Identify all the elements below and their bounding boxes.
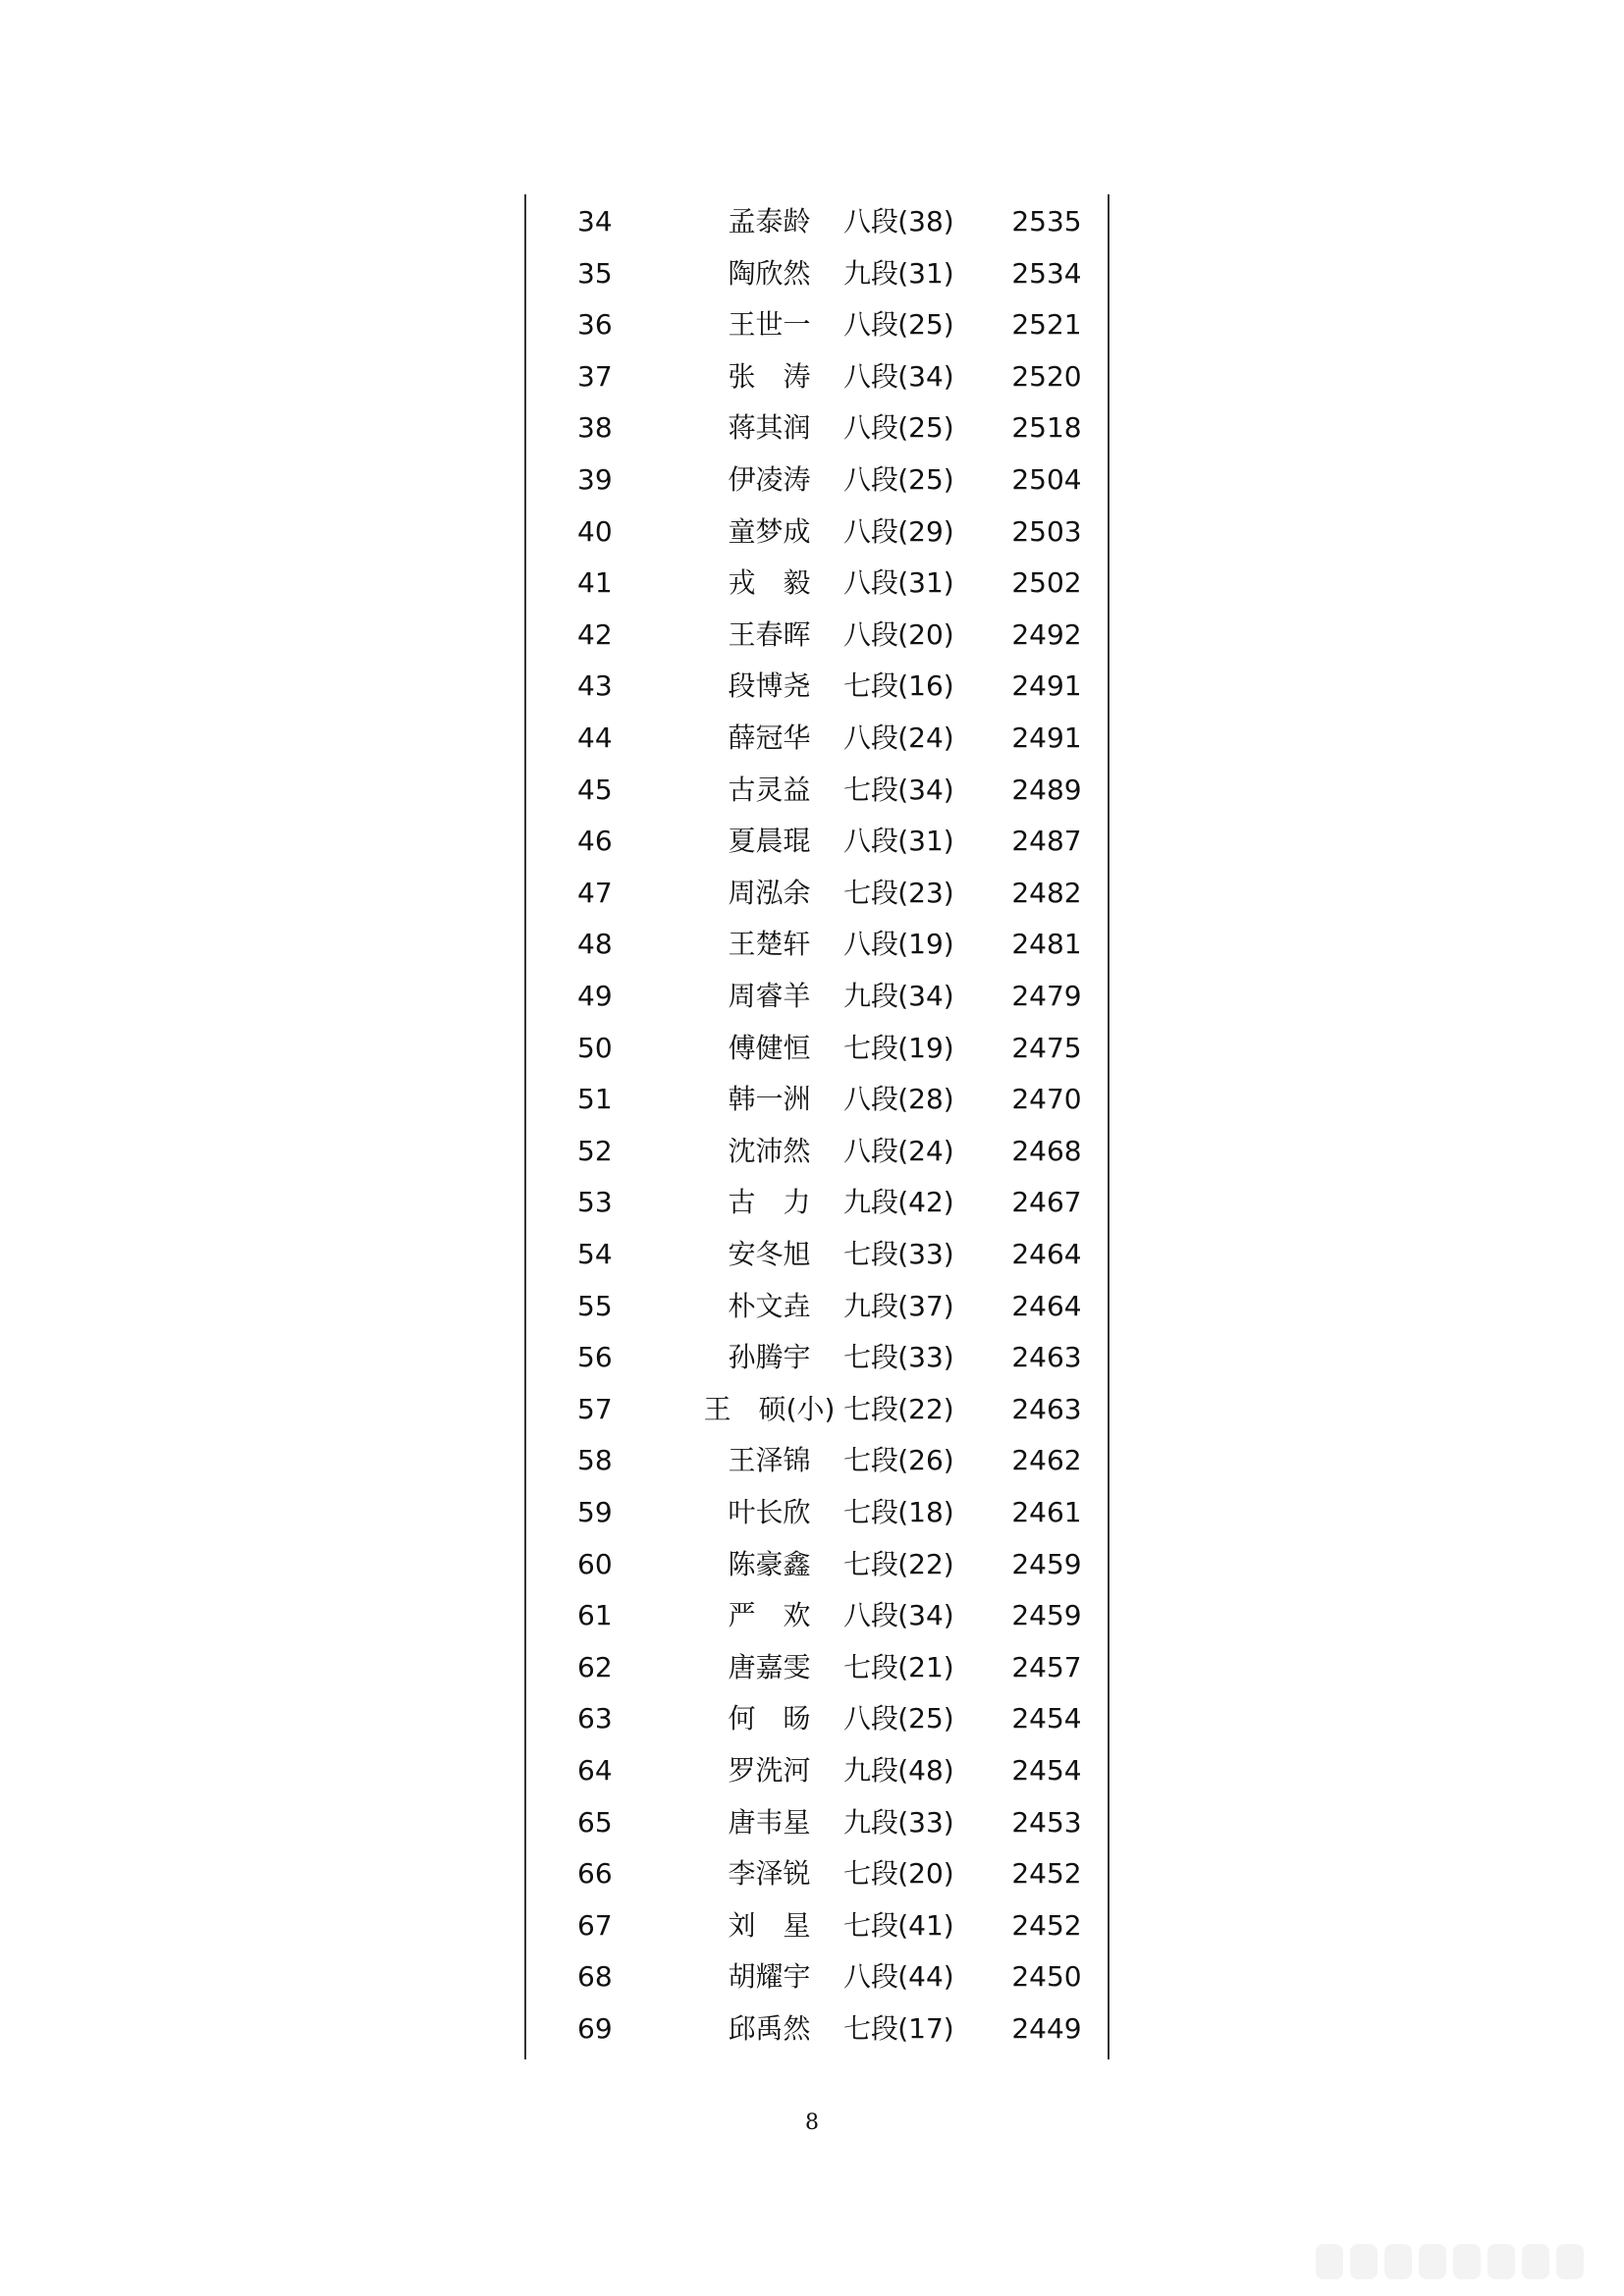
watermark-block [1316,2244,1343,2279]
watermark-block [1419,2244,1446,2279]
rating-value: 2479 [1011,980,1082,1012]
table-row [526,1074,1108,1125]
watermark-block [1384,2244,1412,2279]
dan-grade: 八段 [842,463,898,496]
player-name: 古 力 [728,1186,811,1219]
player-name: 孟泰龄 [728,205,811,238]
dan-grade: 七段 [842,1857,898,1891]
player-name: 王春晖 [728,617,811,651]
player-age: (34) [897,1599,954,1632]
table-row [526,1229,1108,1280]
player-name: 刘 星 [728,1908,811,1942]
rating-value: 2475 [1011,1031,1082,1064]
dan-grade: 七段 [842,1031,898,1064]
rating-value: 2450 [1011,1960,1082,1994]
rank-cell: 64 [577,1754,613,1787]
table-row [526,1435,1108,1486]
dan-grade: 九段 [842,256,898,290]
player-age: (31) [897,825,954,858]
player-age: (33) [897,1805,954,1839]
rank-cell: 68 [577,1960,613,1994]
dan-grade: 八段 [842,308,898,342]
table-row [526,1642,1108,1693]
rating-value: 2462 [1011,1444,1082,1477]
rank-cell: 67 [577,1908,613,1942]
player-name: 伊凌涛 [728,463,811,496]
rating-value: 2449 [1011,2012,1082,2045]
watermark-block [1488,2244,1515,2279]
rating-value: 2534 [1011,256,1082,290]
dan-grade: 八段 [842,1702,898,1735]
rating-value: 2457 [1011,1650,1082,1683]
rank-cell: 53 [577,1186,613,1219]
player-age: (31) [897,566,954,600]
table-row [526,1900,1108,1951]
page-number: 8 [805,2110,819,2135]
rating-value: 2535 [1011,205,1082,238]
rating-value: 2454 [1011,1754,1082,1787]
table-row [526,661,1108,712]
rank-cell: 62 [577,1650,613,1683]
table-row [526,351,1108,402]
player-age: (25) [897,308,954,342]
dan-grade: 七段 [842,1341,898,1374]
rating-value: 2468 [1011,1134,1082,1167]
table-row [526,507,1108,558]
rating-value: 2467 [1011,1186,1082,1219]
rank-cell: 36 [577,308,613,342]
table-row [526,816,1108,867]
rank-cell: 61 [577,1599,613,1632]
player-age: (28) [897,1083,954,1116]
rank-cell: 35 [577,256,613,290]
dan-grade: 九段 [842,980,898,1012]
player-name: 童梦成 [728,514,811,548]
dan-grade: 七段 [842,1392,898,1425]
table-row [526,1539,1108,1590]
dan-grade: 九段 [842,1186,898,1219]
rank-cell: 44 [577,721,613,754]
dan-grade: 七段 [842,1496,898,1528]
rank-cell: 69 [577,2012,613,2045]
dan-grade: 八段 [842,1960,898,1994]
rating-value: 2453 [1011,1805,1082,1839]
rating-value: 2492 [1011,617,1082,651]
player-name: 周睿羊 [728,980,811,1012]
dan-grade: 七段 [842,669,898,703]
rank-cell: 46 [577,825,613,858]
rank-cell: 51 [577,1083,613,1116]
watermark-block [1522,2244,1549,2279]
player-age: (25) [897,1702,954,1735]
dan-grade: 八段 [842,721,898,754]
table-row [526,196,1108,247]
table-row [526,1693,1108,1744]
player-age: (26) [897,1444,954,1477]
dan-grade: 八段 [842,617,898,651]
rank-cell: 60 [577,1547,613,1580]
dan-grade: 八段 [842,1134,898,1167]
rating-value: 2489 [1011,773,1082,806]
rating-value: 2464 [1011,1289,1082,1322]
table-row [526,1332,1108,1383]
dan-grade: 七段 [842,773,898,806]
watermark [1316,2244,1597,2283]
rank-cell: 55 [577,1289,613,1322]
table-row [526,1177,1108,1228]
rating-value: 2491 [1011,669,1082,703]
rank-cell: 37 [577,359,613,393]
player-name: 古灵益 [728,773,811,806]
dan-grade: 七段 [842,876,898,909]
watermark-block [1556,2244,1584,2279]
table-row [526,610,1108,661]
rank-cell: 66 [577,1857,613,1891]
player-age: (33) [897,1238,954,1270]
dan-grade: 八段 [842,359,898,393]
rating-value: 2504 [1011,463,1082,496]
player-age: (38) [897,205,954,238]
dan-grade: 九段 [842,1754,898,1787]
dan-grade: 七段 [842,1650,898,1683]
player-name: 朴文垚 [728,1289,811,1322]
table-row [526,1590,1108,1641]
player-name: 陈豪鑫 [728,1547,811,1580]
player-name: 唐嘉雯 [728,1650,811,1683]
dan-grade: 八段 [842,1599,898,1632]
table-row [526,1126,1108,1177]
table-row [526,558,1108,609]
dan-grade: 七段 [842,1238,898,1270]
table-row [526,1848,1108,1899]
rating-value: 2521 [1011,308,1082,342]
player-age: (22) [897,1392,954,1425]
table-row [526,765,1108,816]
player-age: (21) [897,1650,954,1683]
player-name: 蒋其润 [728,411,811,445]
rank-cell: 49 [577,980,613,1012]
rank-cell: 52 [577,1134,613,1167]
player-name: 段博尧 [728,669,811,703]
player-name: 罗洗河 [728,1754,811,1787]
player-age: (25) [897,463,954,496]
table-row [526,454,1108,506]
player-age: (29) [897,514,954,548]
rating-value: 2481 [1011,928,1082,961]
player-age: (16) [897,669,954,703]
rank-cell: 42 [577,617,613,651]
player-name: 李泽锐 [728,1857,811,1891]
dan-grade: 八段 [842,825,898,858]
player-name: 唐韦星 [728,1805,811,1839]
player-age: (19) [897,928,954,961]
watermark-block [1350,2244,1378,2279]
player-age: (20) [897,1857,954,1891]
rank-cell: 47 [577,876,613,909]
table-row [526,713,1108,764]
player-name: 孙腾宇 [728,1341,811,1374]
player-name: 叶长欣 [728,1496,811,1528]
rating-value: 2452 [1011,1908,1082,1942]
rank-cell: 34 [577,205,613,238]
rating-value: 2452 [1011,1857,1082,1891]
ranking-table [524,194,1110,2059]
table-row [526,2003,1108,2055]
table-row [526,1384,1108,1435]
player-age: (34) [897,980,954,1012]
player-name: 胡耀宇 [728,1960,811,1994]
rating-value: 2463 [1011,1341,1082,1374]
player-name: 安冬旭 [728,1238,811,1270]
player-name: 严 欢 [728,1599,811,1632]
player-name: 邱禹然 [728,2012,811,2045]
player-name: 王泽锦 [728,1444,811,1477]
player-name: 王楚轩 [728,928,811,961]
dan-grade: 八段 [842,566,898,600]
player-age: (34) [897,773,954,806]
table-row [526,1951,1108,2002]
rating-value: 2470 [1011,1083,1082,1116]
player-age: (23) [897,876,954,909]
dan-grade: 七段 [842,1547,898,1580]
rank-cell: 41 [577,566,613,600]
player-name: 陶欣然 [728,256,811,290]
player-name: 王 硕(小) [703,1392,836,1425]
rating-value: 2459 [1011,1599,1082,1632]
watermark-block [1453,2244,1481,2279]
player-age: (20) [897,617,954,651]
rank-cell: 56 [577,1341,613,1374]
rank-cell: 59 [577,1496,613,1528]
rating-value: 2464 [1011,1238,1082,1270]
rating-value: 2502 [1011,566,1082,600]
table-row [526,402,1108,454]
rank-cell: 54 [577,1238,613,1270]
dan-grade: 七段 [842,1444,898,1477]
rating-value: 2454 [1011,1702,1082,1735]
player-age: (37) [897,1289,954,1322]
player-age: (42) [897,1186,954,1219]
rating-value: 2482 [1011,876,1082,909]
player-age: (24) [897,1134,954,1167]
table-row [526,971,1108,1022]
player-age: (44) [897,1960,954,1994]
player-name: 张 涛 [728,359,811,393]
player-age: (34) [897,359,954,393]
player-name: 王世一 [728,308,811,342]
player-name: 韩一洲 [728,1083,811,1116]
table-row [526,299,1108,350]
player-name: 傅健恒 [728,1031,811,1064]
player-age: (33) [897,1341,954,1374]
rank-cell: 45 [577,773,613,806]
table-row [526,868,1108,919]
table-row [526,1797,1108,1848]
player-age: (22) [897,1547,954,1580]
dan-grade: 七段 [842,1908,898,1942]
player-age: (19) [897,1031,954,1064]
player-name: 周泓余 [728,876,811,909]
player-name: 戎 毅 [728,566,811,600]
player-age: (41) [897,1908,954,1942]
table-row [526,1487,1108,1538]
dan-grade: 八段 [842,514,898,548]
dan-grade: 八段 [842,928,898,961]
rank-cell: 65 [577,1805,613,1839]
dan-grade: 九段 [842,1289,898,1322]
table-row [526,919,1108,970]
player-age: (24) [897,721,954,754]
rank-cell: 50 [577,1031,613,1064]
rating-value: 2487 [1011,825,1082,858]
rank-cell: 58 [577,1444,613,1477]
player-age: (25) [897,411,954,445]
rank-cell: 39 [577,463,613,496]
rank-cell: 57 [577,1392,613,1425]
rank-cell: 40 [577,514,613,548]
player-age: (31) [897,256,954,290]
player-name: 薛冠华 [728,721,811,754]
rating-value: 2503 [1011,514,1082,548]
rank-cell: 63 [577,1702,613,1735]
dan-grade: 八段 [842,1083,898,1116]
table-row [526,1023,1108,1074]
player-name: 沈沛然 [728,1134,811,1167]
rating-value: 2459 [1011,1547,1082,1580]
table-row [526,1281,1108,1332]
player-age: (17) [897,2012,954,2045]
rank-cell: 43 [577,669,613,703]
rating-value: 2463 [1011,1392,1082,1425]
player-age: (48) [897,1754,954,1787]
rating-value: 2461 [1011,1496,1082,1528]
rating-value: 2520 [1011,359,1082,393]
dan-grade: 八段 [842,411,898,445]
table-row [526,248,1108,299]
dan-grade: 七段 [842,2012,898,2045]
table-row [526,1745,1108,1796]
player-name: 夏晨琨 [728,825,811,858]
rank-cell: 38 [577,411,613,445]
rank-cell: 48 [577,928,613,961]
rating-value: 2491 [1011,721,1082,754]
player-age: (18) [897,1496,954,1528]
dan-grade: 九段 [842,1805,898,1839]
player-name: 何 旸 [728,1702,811,1735]
rating-value: 2518 [1011,411,1082,445]
dan-grade: 八段 [842,205,898,238]
